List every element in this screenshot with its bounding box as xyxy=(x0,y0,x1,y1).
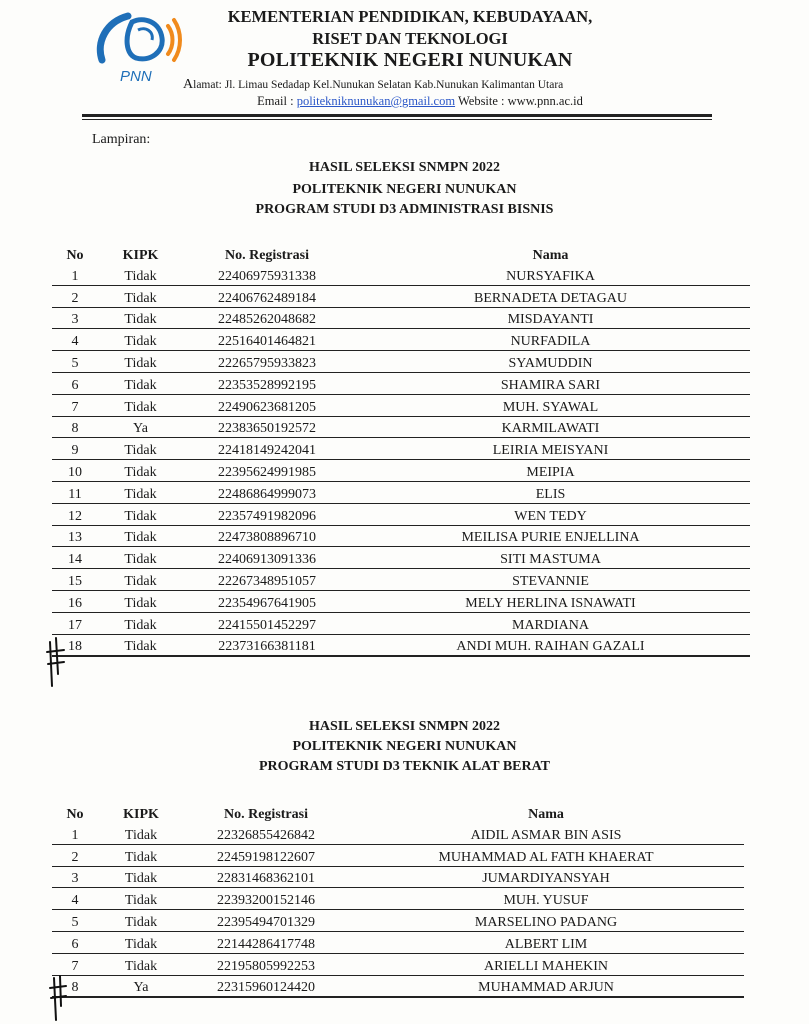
header-rule-thin xyxy=(82,119,712,120)
cell-registrasi: 22418149242041 xyxy=(183,438,351,460)
col-header-kipk: KIPK xyxy=(123,807,159,822)
cell-kipk: Tidak xyxy=(98,612,183,634)
cell-registrasi: 22831468362101 xyxy=(184,866,348,888)
table-row xyxy=(52,351,750,373)
cell-nama: MUH. SYAWAL xyxy=(351,394,750,416)
cell-kipk: Ya xyxy=(98,416,183,438)
cell-kipk: Tidak xyxy=(98,351,183,373)
cell-registrasi: 22265795933823 xyxy=(183,351,351,373)
cell-nama: SHAMIRA SARI xyxy=(351,372,750,394)
cell-kipk: Tidak xyxy=(98,844,184,866)
section1-institution: POLITEKNIK NEGERI NUNUKAN xyxy=(292,182,517,197)
col-header-nama: Nama xyxy=(528,807,564,822)
cell-registrasi: 22326855426842 xyxy=(184,823,348,844)
ministry-line-2: RISET DAN TEKNOLOGI xyxy=(312,29,508,48)
cell-no: 11 xyxy=(52,481,98,503)
cell-no: 3 xyxy=(52,307,98,329)
cell-nama: MEILISA PURIE ENJELLINA xyxy=(351,525,750,547)
cell-no: 7 xyxy=(52,953,98,975)
cell-kipk: Tidak xyxy=(98,372,183,394)
results-table-administrasi-bisnis xyxy=(52,242,750,657)
cell-registrasi: 22490623681205 xyxy=(183,394,351,416)
cell-nama: SITI MASTUMA xyxy=(351,547,750,569)
table-row xyxy=(52,264,750,285)
table-row xyxy=(52,460,750,482)
cell-nama: ALBERT LIM xyxy=(348,931,744,953)
table-header-row xyxy=(52,242,750,264)
table-row xyxy=(52,569,750,591)
col-header-kipk: KIPK xyxy=(122,248,159,263)
cell-no: 4 xyxy=(52,329,98,351)
table-row xyxy=(52,823,744,844)
cell-kipk: Tidak xyxy=(98,285,183,307)
cell-registrasi: 22415501452297 xyxy=(183,612,351,634)
cell-kipk: Tidak xyxy=(98,888,184,910)
cell-nama: LEIRIA MEISYANI xyxy=(351,438,750,460)
cell-kipk: Tidak xyxy=(98,394,183,416)
cell-kipk: Tidak xyxy=(98,460,183,482)
cell-kipk: Tidak xyxy=(98,569,183,591)
cell-no: 18 xyxy=(52,634,98,656)
table-header-row xyxy=(52,801,744,823)
cell-registrasi: 22516401464821 xyxy=(183,329,351,351)
table-row xyxy=(52,394,750,416)
cell-kipk: Tidak xyxy=(98,307,183,329)
cell-registrasi: 22485262048682 xyxy=(183,307,351,329)
cell-no: 10 xyxy=(52,460,98,482)
section1-program: PROGRAM STUDI D3 ADMINISTRASI BISNIS xyxy=(255,202,554,217)
cell-no: 5 xyxy=(52,351,98,373)
cell-nama: WEN TEDY xyxy=(351,503,750,525)
email-link[interactable]: politekniknunukan@gmail.com xyxy=(296,94,456,108)
cell-registrasi: 22473808896710 xyxy=(183,525,351,547)
col-header-no: No xyxy=(66,248,84,263)
cell-no: 6 xyxy=(52,372,98,394)
cell-no: 8 xyxy=(52,975,98,997)
cell-nama: ARIELLI MAHEKIN xyxy=(348,953,744,975)
cell-nama: STEVANNIE xyxy=(351,569,750,591)
section2-institution: POLITEKNIK NEGERI NUNUKAN xyxy=(292,739,517,754)
cell-kipk: Tidak xyxy=(98,634,183,656)
logo-text: PNN xyxy=(120,68,152,85)
cell-registrasi: 22406913091336 xyxy=(183,547,351,569)
cell-no: 1 xyxy=(52,264,98,285)
cell-kipk: Tidak xyxy=(98,503,183,525)
col-header-registrasi: No. Registrasi xyxy=(224,807,308,822)
cell-no: 15 xyxy=(52,569,98,591)
cell-registrasi: 22357491982096 xyxy=(183,503,351,525)
pnn-logo xyxy=(88,8,184,86)
cell-nama: BERNADETA DETAGAU xyxy=(351,285,750,307)
cell-nama: KARMILAWATI xyxy=(351,416,750,438)
cell-nama: MUHAMMAD AL FATH KHAERAT xyxy=(348,844,744,866)
handwritten-mark-2 xyxy=(46,972,70,1024)
address-text: lamat: Jl. Limau Sedadap Kel.Nunukan Selatan Kab.Nunukan Kalimantan Utara xyxy=(193,79,564,91)
cell-no: 5 xyxy=(52,910,98,932)
table-row xyxy=(52,525,750,547)
table-row xyxy=(52,372,750,394)
cell-nama: ANDI MUH. RAIHAN GAZALI xyxy=(351,634,750,656)
cell-kipk: Tidak xyxy=(98,590,183,612)
table-row xyxy=(52,888,744,910)
cell-nama: NURFADILA xyxy=(351,329,750,351)
cell-kipk: Tidak xyxy=(98,329,183,351)
col-header-no: No xyxy=(66,807,84,822)
cell-registrasi: 22267348951057 xyxy=(183,569,351,591)
cell-nama: MARSELINO PADANG xyxy=(348,910,744,932)
table-row xyxy=(52,910,744,932)
table-row xyxy=(52,953,744,975)
section2-program: PROGRAM STUDI D3 TEKNIK ALAT BERAT xyxy=(258,759,551,774)
cell-kipk: Ya xyxy=(98,975,184,997)
cell-no: 13 xyxy=(52,525,98,547)
cell-kipk: Tidak xyxy=(98,264,183,285)
cell-registrasi: 22353528992195 xyxy=(183,372,351,394)
cell-no: 2 xyxy=(52,844,98,866)
col-header-registrasi: No. Registrasi xyxy=(225,248,309,263)
handwritten-mark-1 xyxy=(44,634,68,690)
cell-kipk: Tidak xyxy=(98,823,184,844)
cell-registrasi: 22354967641905 xyxy=(183,590,351,612)
cell-nama: MISDAYANTI xyxy=(351,307,750,329)
table-row xyxy=(52,329,750,351)
cell-kipk: Tidak xyxy=(98,438,183,460)
cell-no: 9 xyxy=(52,438,98,460)
cell-nama: JUMARDIYANSYAH xyxy=(348,866,744,888)
table-row xyxy=(52,975,744,997)
cell-nama: ELIS xyxy=(351,481,750,503)
table-row xyxy=(52,931,744,953)
table-row xyxy=(52,547,750,569)
cell-registrasi: 22406762489184 xyxy=(183,285,351,307)
table-row xyxy=(52,307,750,329)
col-header-nama: Nama xyxy=(532,248,569,263)
results-table-teknik-alat-berat xyxy=(52,801,744,998)
cell-kipk: Tidak xyxy=(98,525,183,547)
table-row xyxy=(52,634,750,656)
cell-no: 6 xyxy=(52,931,98,953)
website-text: Website : www.pnn.ac.id xyxy=(455,94,583,108)
cell-nama: MARDIANA xyxy=(351,612,750,634)
ministry-line-1: KEMENTERIAN PENDIDIKAN, KEBUDAYAAN, xyxy=(227,7,593,26)
cell-kipk: Tidak xyxy=(98,953,184,975)
table-row xyxy=(52,866,744,888)
institution-name: POLITEKNIK NEGERI NUNUKAN xyxy=(247,49,573,71)
table-row xyxy=(52,503,750,525)
cell-registrasi: 22459198122607 xyxy=(184,844,348,866)
cell-registrasi: 22195805992253 xyxy=(184,953,348,975)
table-row xyxy=(52,612,750,634)
table-row xyxy=(52,590,750,612)
address xyxy=(183,77,563,93)
cell-nama: AIDIL ASMAR BIN ASIS xyxy=(348,823,744,844)
cell-nama: MUH. YUSUF xyxy=(348,888,744,910)
contact-line xyxy=(200,94,640,109)
cell-kipk: Tidak xyxy=(98,931,184,953)
table-row xyxy=(52,844,744,866)
cell-registrasi: 22373166381181 xyxy=(183,634,351,656)
cell-registrasi: 22144286417748 xyxy=(184,931,348,953)
cell-kipk: Tidak xyxy=(98,547,183,569)
email-label: Email : xyxy=(257,94,297,108)
header-rule-thick xyxy=(82,114,712,117)
cell-kipk: Tidak xyxy=(98,481,183,503)
table-row xyxy=(52,481,750,503)
cell-nama: MUHAMMAD ARJUN xyxy=(348,975,744,997)
cell-no: 8 xyxy=(52,416,98,438)
cell-no: 16 xyxy=(52,590,98,612)
cell-nama: NURSYAFIKA xyxy=(351,264,750,285)
cell-no: 3 xyxy=(52,866,98,888)
cell-no: 4 xyxy=(52,888,98,910)
table-row xyxy=(52,416,750,438)
cell-no: 12 xyxy=(52,503,98,525)
cell-nama: MELY HERLINA ISNAWATI xyxy=(351,590,750,612)
cell-registrasi: 22315960124420 xyxy=(184,975,348,997)
table-row xyxy=(52,285,750,307)
section1-title: HASIL SELEKSI SNMPN 2022 xyxy=(309,160,500,175)
cell-registrasi: 22395624991985 xyxy=(183,460,351,482)
cell-no: 2 xyxy=(52,285,98,307)
cell-no: 17 xyxy=(52,612,98,634)
cell-nama: MEIPIA xyxy=(351,460,750,482)
cell-registrasi: 22486864999073 xyxy=(183,481,351,503)
cell-no: 14 xyxy=(52,547,98,569)
cell-no: 7 xyxy=(52,394,98,416)
lampiran-label: Lampiran: xyxy=(92,132,151,147)
cell-nama: SYAMUDDIN xyxy=(351,351,750,373)
cell-registrasi: 22383650192572 xyxy=(183,416,351,438)
cell-kipk: Tidak xyxy=(98,910,184,932)
address-initial: A xyxy=(183,77,194,92)
cell-registrasi: 22395494701329 xyxy=(184,910,348,932)
cell-no: 1 xyxy=(52,823,98,844)
cell-registrasi: 22393200152146 xyxy=(184,888,348,910)
section2-title: HASIL SELEKSI SNMPN 2022 xyxy=(309,719,500,734)
table-row xyxy=(52,438,750,460)
cell-kipk: Tidak xyxy=(98,866,184,888)
cell-registrasi: 22406975931338 xyxy=(183,264,351,285)
